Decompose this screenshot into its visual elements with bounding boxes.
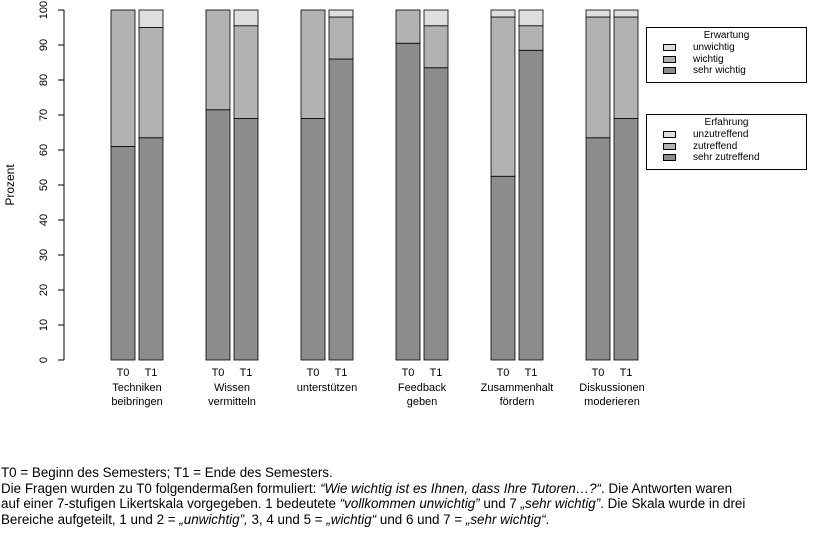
bars bbox=[111, 10, 638, 360]
caption-text: Die Fragen wurden zu T0 folgendermaßen formuliert: bbox=[1, 480, 321, 496]
bar-segment bbox=[424, 68, 448, 360]
y-tick-label: 60 bbox=[37, 143, 50, 157]
y-tick-label: 50 bbox=[37, 178, 50, 192]
bar-time-label: T0 bbox=[116, 367, 130, 379]
bar-segment bbox=[234, 119, 258, 361]
legend-swatch bbox=[663, 131, 676, 138]
bar-segment bbox=[111, 10, 135, 147]
bar-segment bbox=[424, 10, 448, 26]
caption-text: . Die Skala wurde in drei Bereiche aufgeteilt, 1 und 2 = bbox=[1, 496, 746, 527]
bar-segment bbox=[301, 119, 325, 361]
bar-time-label: T0 bbox=[211, 367, 225, 379]
y-tick-label: 40 bbox=[37, 213, 50, 227]
bar-time-label: T1 bbox=[239, 367, 253, 379]
bar-time-label: T1 bbox=[334, 367, 348, 379]
bar-segment bbox=[519, 10, 543, 26]
group-label: beibringen bbox=[111, 396, 163, 408]
legend-entry bbox=[647, 129, 806, 141]
bar-segment bbox=[329, 59, 353, 360]
group-label: Diskussionen bbox=[579, 382, 645, 394]
legend-label: wichtig bbox=[693, 53, 724, 65]
y-axis bbox=[38, 1, 64, 363]
bar-time-label: T1 bbox=[619, 367, 633, 379]
y-tick-label: 0 bbox=[37, 356, 50, 364]
bar-segment bbox=[139, 138, 163, 360]
legend-swatch bbox=[663, 56, 676, 63]
bar-segment bbox=[139, 28, 163, 138]
caption-text: und 7 bbox=[479, 496, 521, 511]
bar-segment bbox=[491, 10, 515, 17]
bar-segment bbox=[206, 10, 230, 110]
caption-line-1: T0 = Beginn des Semesters; T1 = Ende des Semesters. bbox=[1, 465, 333, 480]
caption-emphasis: “vollkommen unwichtig” bbox=[339, 496, 480, 511]
group-label: Techniken bbox=[112, 382, 162, 394]
legend-swatch bbox=[663, 67, 676, 74]
x-axis-labels bbox=[111, 367, 644, 408]
group-label: Feedback bbox=[397, 382, 447, 394]
legend-title: Erfahrung bbox=[704, 117, 749, 128]
bar-segment bbox=[586, 17, 610, 138]
caption-text: 3, 4 und 5 = bbox=[247, 511, 327, 527]
y-tick-label: 30 bbox=[37, 248, 50, 262]
bar-segment bbox=[396, 10, 420, 43]
caption-paragraph bbox=[1, 481, 746, 528]
bar-segment bbox=[234, 26, 258, 119]
y-tick-label: 20 bbox=[37, 283, 50, 297]
group-label: moderieren bbox=[584, 396, 640, 408]
bar-segment bbox=[491, 17, 515, 176]
y-tick-label: 100 bbox=[37, 0, 50, 20]
y-tick-label: 70 bbox=[37, 108, 50, 122]
group-label: fördern bbox=[499, 396, 535, 408]
legend-label: sehr wichtig bbox=[693, 65, 746, 76]
group-label: vermitteln bbox=[208, 396, 256, 408]
caption-emphasis: „sehr wichtig” bbox=[520, 496, 601, 511]
bar-segment bbox=[614, 119, 638, 361]
bar-segment bbox=[519, 50, 543, 360]
legend-entry bbox=[647, 42, 806, 54]
group-label: unterstützen bbox=[296, 382, 358, 394]
group-label: geben bbox=[406, 396, 438, 408]
legend-label: zutreffend bbox=[693, 140, 738, 152]
legend-erfahrung bbox=[646, 114, 807, 170]
y-tick-label: 80 bbox=[37, 73, 50, 87]
figure-caption bbox=[1, 465, 746, 527]
legend-entry bbox=[647, 141, 806, 153]
bar-segment bbox=[614, 17, 638, 119]
bar-segment bbox=[111, 147, 135, 361]
bar-time-label: T0 bbox=[591, 367, 605, 379]
bar-segment bbox=[234, 10, 258, 26]
legend-swatch bbox=[663, 44, 676, 51]
bar-time-label: T0 bbox=[401, 367, 415, 379]
caption-emphasis: “Wie wichtig ist es Ihnen, dass Ihre Tutoren…?“ bbox=[320, 480, 602, 496]
caption-text: . Die Antworten waren auf einer 7-stufigen Likertskala vorgegeben. 1 bedeutete bbox=[1, 480, 733, 511]
bar-segment bbox=[139, 10, 163, 28]
legend-swatch bbox=[663, 154, 676, 161]
caption-emphasis: „wichtig“ bbox=[326, 511, 377, 527]
group-label: Wissen bbox=[213, 382, 251, 394]
y-axis-label: Prozent bbox=[3, 164, 17, 206]
y-tick-label: 10 bbox=[37, 318, 50, 332]
bar-time-label: T0 bbox=[496, 367, 510, 379]
legend-erwartung bbox=[646, 27, 807, 83]
bar-segment bbox=[586, 138, 610, 360]
legend-entry bbox=[647, 65, 806, 77]
bar-segment bbox=[206, 110, 230, 360]
legend-entry bbox=[647, 54, 806, 66]
group-label: Zusammenhalt bbox=[480, 382, 554, 394]
caption-emphasis: „unwichtig”, bbox=[179, 511, 248, 527]
bar-time-label: T0 bbox=[306, 367, 320, 379]
legend-swatch bbox=[663, 143, 676, 150]
bar-segment bbox=[491, 176, 515, 360]
legend-label: unwichtig bbox=[693, 42, 735, 53]
bar-time-label: T1 bbox=[144, 367, 158, 379]
legend-label: unzutreffend bbox=[693, 129, 749, 140]
y-tick-label: 90 bbox=[37, 38, 50, 52]
legend-entry bbox=[647, 152, 806, 164]
bar-time-label: T1 bbox=[524, 367, 538, 379]
bar-segment bbox=[586, 10, 610, 17]
bar-segment bbox=[519, 26, 543, 51]
caption-text: . bbox=[545, 511, 550, 527]
bar-time-label: T1 bbox=[429, 367, 443, 379]
caption-text: und 6 und 7 = bbox=[376, 511, 466, 527]
bar-segment bbox=[396, 43, 420, 360]
legend-label: sehr zutreffend bbox=[693, 152, 760, 163]
bar-segment bbox=[329, 17, 353, 59]
bar-segment bbox=[614, 10, 638, 17]
caption-emphasis: „sehr wichtig“ bbox=[465, 511, 546, 527]
bar-segment bbox=[424, 26, 448, 68]
bar-segment bbox=[301, 10, 325, 119]
bar-segment bbox=[329, 10, 353, 17]
legend-title: Erwartung bbox=[703, 30, 750, 41]
